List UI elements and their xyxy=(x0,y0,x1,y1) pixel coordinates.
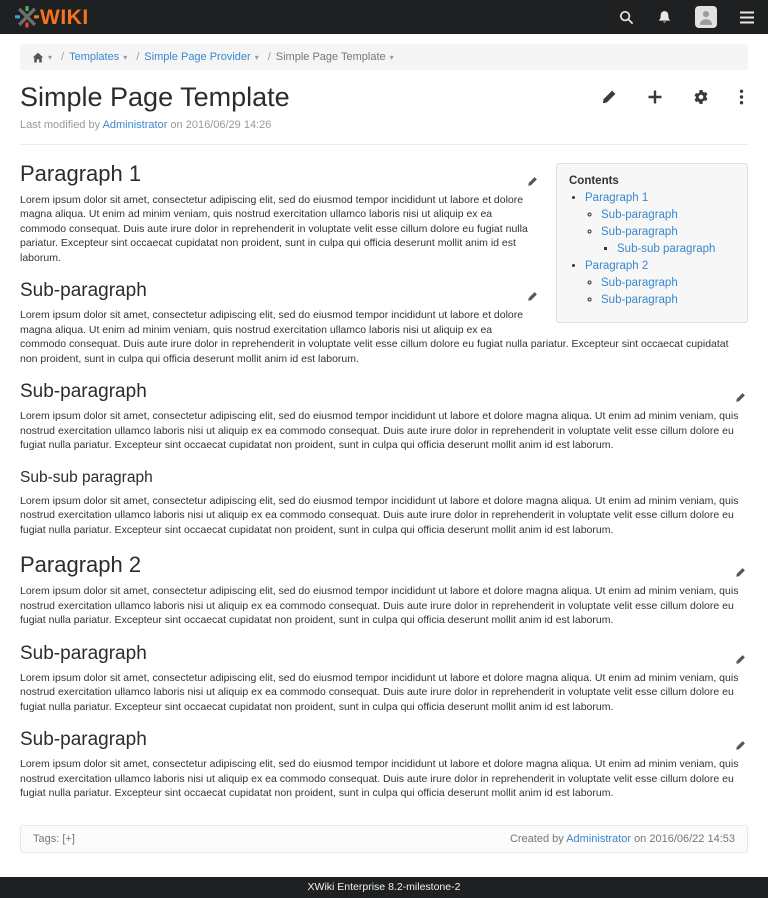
last-modified-line xyxy=(20,119,748,131)
created-prefix: Created by xyxy=(509,832,564,845)
toc-link[interactable]: Paragraph 2 xyxy=(585,259,649,272)
document-footer xyxy=(20,825,748,853)
toc-item xyxy=(601,225,735,256)
more-kebab-icon[interactable] xyxy=(739,89,744,105)
add-tag-button[interactable]: [+] xyxy=(62,832,75,845)
breadcrumb xyxy=(20,44,748,70)
section-heading xyxy=(20,381,748,403)
version-bar xyxy=(0,877,768,898)
tags-area xyxy=(33,833,75,845)
breadcrumb-current-page: Simple Page Template xyxy=(275,51,386,63)
modified-user-link[interactable]: Administrator xyxy=(102,118,168,131)
breadcrumb-item xyxy=(276,51,398,63)
section-heading xyxy=(20,469,748,487)
breadcrumb-item xyxy=(144,51,262,63)
section-paragraph: Lorem ipsum dolor sit amet, consectetur adipiscing elit, sed do eiusmod tempor incididunt ut labore et dolore magna aliqua. Ut enim ad minim veniam, quis nostrud exercitation ullamco laboris nisi ut aliquip ex ea commodo consequat. Duis aute irure dolor in reprehenderit in voluptate velit esse cillum dolore eu fugiat nulla pariatur. Excepteur sint occaecat cupidatat non proident, sunt in culpa qui officia deserunt mollit anim id est laborum. xyxy=(20,494,739,536)
xwiki-logo-x-icon xyxy=(14,5,40,29)
section-paragraph: Lorem ipsum dolor sit amet, consectetur adipiscing elit, sed do eiusmod tempor incididunt ut labore et dolore magna aliqua. Ut enim ad minim veniam, quis nostrud exercitation ullamco laboris nisi ut aliquip ex ea commodo consequat. Duis aute irure dolor in reprehenderit in voluptate velit esse cillum dolore eu fugiat nulla pariatur. Excepteur sint occaecat cupidatat non proident, sunt in culpa qui officia deserunt mollit anim id est laborum. xyxy=(20,410,739,452)
content-section xyxy=(20,643,748,715)
user-avatar[interactable] xyxy=(695,6,717,28)
toc-list xyxy=(601,208,735,256)
chevron-down-icon[interactable]: ▾ xyxy=(48,52,53,62)
section-edit-pencil-icon[interactable] xyxy=(527,167,538,193)
breadcrumb-separator: / xyxy=(136,51,140,63)
section-edit-pencil-icon[interactable] xyxy=(735,735,746,757)
toc-link[interactable]: Sub-paragraph xyxy=(601,276,678,289)
chevron-down-icon[interactable]: ▾ xyxy=(123,52,128,62)
bell-icon[interactable] xyxy=(657,10,672,25)
page-title: Simple Page Template xyxy=(20,82,290,112)
toc-list xyxy=(601,276,735,307)
gear-settings-icon[interactable] xyxy=(693,89,709,105)
xwiki-logo-text: WIKI xyxy=(40,5,89,29)
breadcrumb-separator: / xyxy=(61,51,65,63)
toc-list xyxy=(617,242,735,256)
toc-item xyxy=(601,208,735,222)
content-section xyxy=(20,729,748,801)
section-heading xyxy=(20,552,748,578)
section-heading xyxy=(20,643,748,665)
tags-label: Tags: xyxy=(33,832,60,845)
title-divider xyxy=(20,144,748,145)
xwiki-logo[interactable] xyxy=(14,5,89,29)
toc-link[interactable]: Sub-sub paragraph xyxy=(617,242,716,255)
toc-item xyxy=(601,293,735,307)
section-edit-pencil-icon[interactable] xyxy=(735,387,746,409)
section-paragraph: Lorem ipsum dolor sit amet, consectetur adipiscing elit, sed do eiusmod tempor incididunt ut labore et dolore magna aliqua. Ut enim ad minim veniam, quis nostrud exercitation ullamco laboris nisi ut aliquip ex ea commodo consequat. Duis aute irure dolor in reprehenderit in voluptate velit esse cillum dolore eu fugiat nulla pariatur. Excepteur sint occaecat cupidatat non proident, sunt in culpa qui officia deserunt mollit anim id est laborum. xyxy=(20,309,729,365)
created-line xyxy=(510,833,735,845)
section-edit-pencil-icon[interactable] xyxy=(735,649,746,671)
section-title: Sub-paragraph xyxy=(20,280,147,302)
section-heading xyxy=(20,729,748,751)
section-title: Sub-sub paragraph xyxy=(20,468,153,486)
version-text: XWiki Enterprise 8.2-milestone-2 xyxy=(307,881,461,894)
content-section xyxy=(20,552,748,628)
section-paragraph: Lorem ipsum dolor sit amet, consectetur adipiscing elit, sed do eiusmod tempor incididunt ut labore et dolore magna aliqua. Ut enim ad minim veniam, quis nostrud exercitation ullamco laboris nisi ut aliquip ex ea commodo consequat. Duis aute irure dolor in reprehenderit in voluptate velit esse cillum dolore eu fugiat nulla pariatur. Excepteur sint occaecat cupidatat non proident, sunt in culpa qui officia deserunt mollit anim id est laborum. xyxy=(20,758,739,800)
toc-link[interactable]: Sub-paragraph xyxy=(601,208,678,221)
content-section xyxy=(20,381,748,453)
document-content xyxy=(20,161,748,811)
created-date: on 2016/06/22 14:53 xyxy=(634,832,735,845)
toc-item xyxy=(585,259,735,307)
section-title: Paragraph 2 xyxy=(20,552,142,578)
main-content-area xyxy=(0,70,768,811)
search-icon[interactable] xyxy=(619,10,634,25)
breadcrumb-home xyxy=(32,51,56,63)
modified-prefix: Last modified by xyxy=(20,118,101,131)
chevron-down-icon[interactable]: ▾ xyxy=(389,52,394,62)
toc-list xyxy=(585,191,735,307)
footer-spacer xyxy=(0,853,768,877)
created-user-link[interactable]: Administrator xyxy=(566,832,631,845)
section-title: Sub-paragraph xyxy=(20,642,147,664)
content-section xyxy=(20,469,748,538)
section-title: Paragraph 1 xyxy=(20,160,142,186)
breadcrumb-item xyxy=(69,51,131,63)
breadcrumb-link[interactable]: Templates xyxy=(69,51,120,63)
hamburger-menu-icon[interactable] xyxy=(740,11,754,24)
chevron-down-icon[interactable]: ▾ xyxy=(254,52,259,62)
toc-link[interactable]: Sub-paragraph xyxy=(601,225,678,238)
section-paragraph: Lorem ipsum dolor sit amet, consectetur adipiscing elit, sed do eiusmod tempor incididunt ut labore et dolore magna aliqua. Ut enim ad minim veniam, quis nostrud exercitation ullamco laboris nisi ut aliquip ex ea commodo consequat. Duis aute irure dolor in reprehenderit in voluptate velit esse cillum dolore eu fugiat nulla pariatur. Excepteur sint occaecat cupidatat non proident, sunt in culpa qui officia deserunt mollit anim id est laborum. xyxy=(20,193,528,264)
page-actions xyxy=(601,89,744,105)
home-icon[interactable] xyxy=(32,52,44,64)
top-navbar xyxy=(0,0,768,34)
toc-link[interactable]: Paragraph 1 xyxy=(585,191,649,204)
toc-item xyxy=(601,276,735,290)
section-paragraph: Lorem ipsum dolor sit amet, consectetur adipiscing elit, sed do eiusmod tempor incididunt ut labore et dolore magna aliqua. Ut enim ad minim veniam, quis nostrud exercitation ullamco laboris nisi ut aliquip ex ea commodo consequat. Duis aute irure dolor in reprehenderit in voluptate velit esse cillum dolore eu fugiat nulla pariatur. Excepteur sint occaecat cupidatat non proident, sunt in culpa qui officia deserunt mollit anim id est laborum. xyxy=(20,585,739,627)
table-of-contents xyxy=(556,163,748,323)
toc-title: Contents xyxy=(569,174,619,187)
section-paragraph: Lorem ipsum dolor sit amet, consectetur adipiscing elit, sed do eiusmod tempor incididunt ut labore et dolore magna aliqua. Ut enim ad minim veniam, quis nostrud exercitation ullamco laboris nisi ut aliquip ex ea commodo consequat. Duis aute irure dolor in reprehenderit in voluptate velit esse cillum dolore eu fugiat nulla pariatur. Excepteur sint occaecat cupidatat non proident, sunt in culpa qui officia deserunt mollit anim id est laborum. xyxy=(20,671,739,713)
section-title: Sub-paragraph xyxy=(20,381,147,403)
edit-pencil-icon[interactable] xyxy=(601,89,617,105)
section-title: Sub-paragraph xyxy=(20,729,147,751)
breadcrumb-link[interactable]: Simple Page Provider xyxy=(144,51,251,63)
add-plus-icon[interactable] xyxy=(647,89,663,105)
section-edit-pencil-icon[interactable] xyxy=(527,286,538,308)
toc-link[interactable]: Sub-paragraph xyxy=(601,293,678,306)
toc-item xyxy=(585,191,735,256)
navbar-actions xyxy=(619,6,754,28)
section-edit-pencil-icon[interactable] xyxy=(735,558,746,584)
toc-item xyxy=(617,242,735,256)
modified-date: on 2016/06/29 14:26 xyxy=(170,118,272,131)
breadcrumb-separator: / xyxy=(267,51,271,63)
